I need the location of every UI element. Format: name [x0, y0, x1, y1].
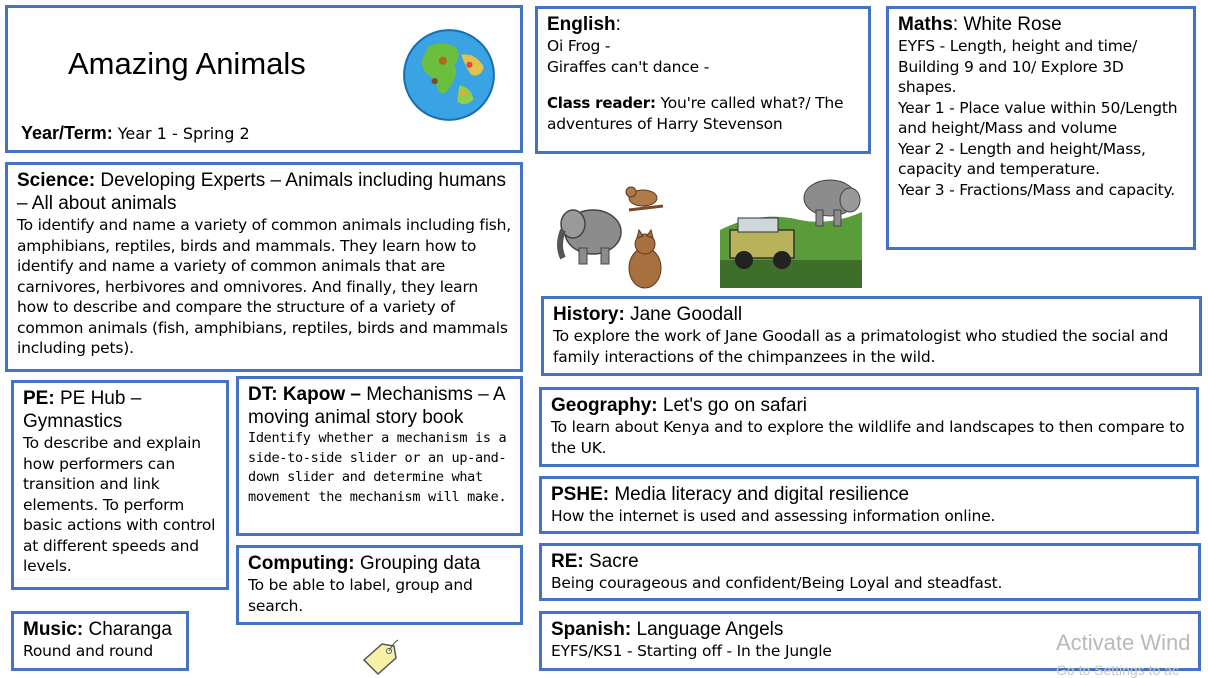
elephant-bird-cat-icon: [553, 180, 673, 292]
re-heading: [551, 550, 1190, 573]
science-heading-rest: Developing Experts – Animals including humans – All about animals: [17, 170, 506, 214]
pshe-panel: [539, 476, 1199, 534]
dt-label: DT: Kapow –: [248, 384, 361, 405]
science-label: Science:: [17, 170, 96, 191]
english-heading: [547, 13, 860, 36]
geography-panel: [539, 387, 1199, 467]
computing-heading: [248, 552, 512, 575]
maths-year-1: Year 1 - Place value within 50/Length and height/Mass and volume: [898, 98, 1178, 137]
maths-eyfs: EYFS - Length, height and time/ Building 9 and 10/ Explore 3D shapes.: [898, 37, 1137, 96]
music-body: Round and round: [23, 642, 154, 660]
computing-heading-rest: Grouping data: [354, 553, 481, 574]
activation-watermark: Activate Wind: [1056, 630, 1191, 655]
computing-panel: [236, 545, 523, 625]
class-reader-label: Class reader:: [547, 94, 656, 112]
dt-heading: [248, 383, 512, 429]
maths-heading: [898, 13, 1185, 36]
page-title: Amazing Animals: [68, 46, 306, 81]
history-heading: [553, 303, 1191, 326]
pshe-body: How the internet is used and assessing information online.: [551, 507, 996, 525]
pe-panel: [11, 380, 229, 590]
year-term-value: Year 1 - Spring 2: [117, 124, 250, 143]
re-label: RE:: [551, 551, 584, 572]
spanish-label: Spanish:: [551, 619, 632, 640]
english-line-2: Giraffes can't dance -: [547, 57, 710, 76]
music-heading-rest: Charanga: [83, 619, 172, 640]
re-heading-rest: Sacre: [583, 551, 639, 572]
pshe-heading: [551, 483, 1188, 506]
safari-jeep-icon: [720, 170, 862, 288]
pe-body: To describe and explain how performers can transition and link elements. To perform basic actions with control at different speeds and levels.: [23, 434, 216, 575]
music-heading: [23, 618, 178, 641]
english-panel: [535, 6, 871, 154]
title-panel: [5, 5, 523, 153]
spanish-body: EYFS/KS1 - Starting off - In the Jungle: [551, 642, 832, 660]
maths-label: Maths: [898, 14, 953, 35]
science-heading: [17, 169, 512, 215]
history-body: To explore the work of Jane Goodall as a primatologist who studied the social and family interactions of the chimpanzees in the wild.: [553, 327, 1169, 366]
class-reader-value: You're called what?/ The adventures of Harry Stevenson: [547, 94, 844, 133]
pe-heading: [23, 387, 218, 433]
maths-year-3: Year 3 - Fractions/Mass and capacity.: [898, 180, 1176, 199]
maths-heading-rest: : White Rose: [952, 14, 1062, 35]
pshe-heading-rest: Media literacy and digital resilience: [609, 484, 910, 505]
geography-heading: [551, 394, 1188, 417]
geography-heading-rest: Let's go on safari: [657, 395, 808, 416]
english-line-1: Oi Frog -: [547, 37, 611, 55]
geography-body: To learn about Kenya and to explore the wildlife and landscapes to then compare to the UK.: [551, 418, 1185, 457]
year-term-label: Year/Term:: [21, 123, 113, 143]
history-panel: [541, 296, 1202, 376]
tag-icon: [358, 638, 400, 676]
history-heading-rest: Jane Goodall: [624, 304, 743, 325]
re-panel: [539, 543, 1201, 601]
spanish-heading-rest: Language Angels: [631, 619, 784, 640]
dt-heading-rest: Mechanisms – A moving animal story book: [248, 384, 505, 428]
science-panel: [5, 162, 523, 372]
pe-label: PE:: [23, 388, 55, 409]
english-label: English: [547, 14, 616, 35]
maths-year-2: Year 2 - Length and height/Mass, capacity and temperature.: [898, 139, 1146, 178]
geography-label: Geography:: [551, 395, 658, 416]
pshe-label: PSHE:: [551, 484, 610, 505]
computing-label: Computing:: [248, 553, 355, 574]
music-panel: [11, 611, 189, 671]
pe-heading-rest: PE Hub – Gymnastics: [23, 388, 142, 432]
dt-panel: [236, 376, 523, 536]
dt-body: Identify whether a mechanism is a side-to-side slider or an up-and-down slider and determine what movement the mechanism will make.: [248, 430, 507, 505]
class-reader: [547, 93, 860, 134]
year-term: [21, 123, 250, 144]
music-label: Music:: [23, 619, 84, 640]
globe-icon: [398, 16, 500, 134]
computing-body: To be able to label, group and search.: [248, 576, 473, 615]
activation-watermark-sub: Go to Settings to ac: [1056, 662, 1179, 678]
history-label: History:: [553, 304, 625, 325]
english-colon: :: [615, 14, 621, 35]
re-body: Being courageous and confident/Being Loyal and steadfast.: [551, 574, 1003, 592]
science-body: To identify and name a variety of common animals including fish, amphibians, reptiles, birds and mammals. They learn how to identify and name a variety of common animals that are carnivores, herbivores and omnivores. And finally, they learn how to describe and compare the structure of a variety of common animals (fish, amphibians, reptiles, birds and mammals including pets).: [17, 216, 512, 357]
maths-panel: [886, 6, 1196, 250]
